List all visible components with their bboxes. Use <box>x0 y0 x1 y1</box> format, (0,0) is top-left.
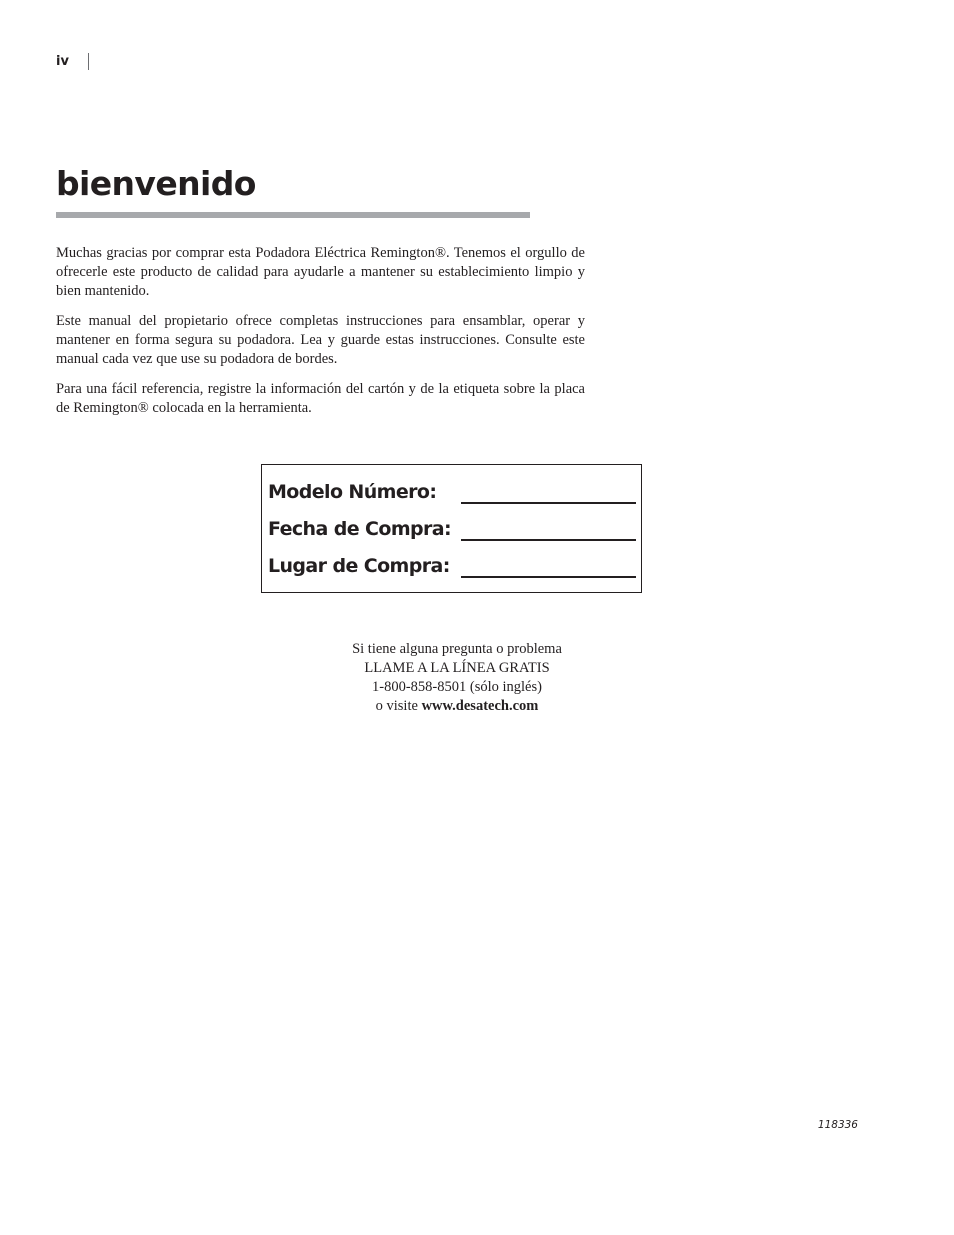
contact-line-2: LLAME A LA LÍNEA GRATIS <box>364 660 550 676</box>
document-number: 118336 <box>817 1119 858 1131</box>
contact-website-line <box>257 697 657 716</box>
page-number: iv <box>56 54 69 69</box>
contact-visit-prefix: o visite <box>375 698 418 714</box>
purchase-place-row <box>268 551 637 583</box>
header-divider <box>88 53 89 70</box>
intro-paragraph-2: Este manual del propietario ofrece completas instrucciones para ensamblar, operar y mantener en forma segura su podadora. Lea y guarde estas instrucciones. Consulte este manual cada vez que use su podadora de bordes. <box>56 313 585 367</box>
purchase-date-blank-line <box>461 539 636 541</box>
title-underline <box>56 212 530 218</box>
model-number-label: Modelo Número: <box>268 481 437 503</box>
purchase-place-blank-line <box>461 576 636 578</box>
website-link[interactable]: www.desatech.com <box>421 698 539 714</box>
contact-info <box>257 640 657 716</box>
purchase-info-box <box>261 464 642 593</box>
purchase-date-label: Fecha de Compra: <box>268 518 452 540</box>
purchase-place-label: Lugar de Compra: <box>268 555 450 577</box>
intro-paragraph-3: Para una fácil referencia, registre la información del cartón y de la etiqueta sobre la placa de Remington® colocada en la herramienta. <box>56 381 585 416</box>
purchase-date-row <box>268 514 637 546</box>
model-number-row <box>268 477 637 509</box>
contact-line-1: Si tiene alguna pregunta o problema <box>352 641 562 657</box>
intro-paragraph-1: Muchas gracias por comprar esta Podadora Eléctrica Remington®. Tenemos el orgullo de ofrecerle este producto de calidad para ayudarle a mantener su establecimiento limpio y bien mantenido. <box>56 245 585 299</box>
contact-phone: 1-800-858-8501 (sólo inglés) <box>372 679 542 695</box>
model-number-blank-line <box>461 502 636 504</box>
intro-text <box>56 244 585 429</box>
page-title: bienvenido <box>56 164 256 203</box>
